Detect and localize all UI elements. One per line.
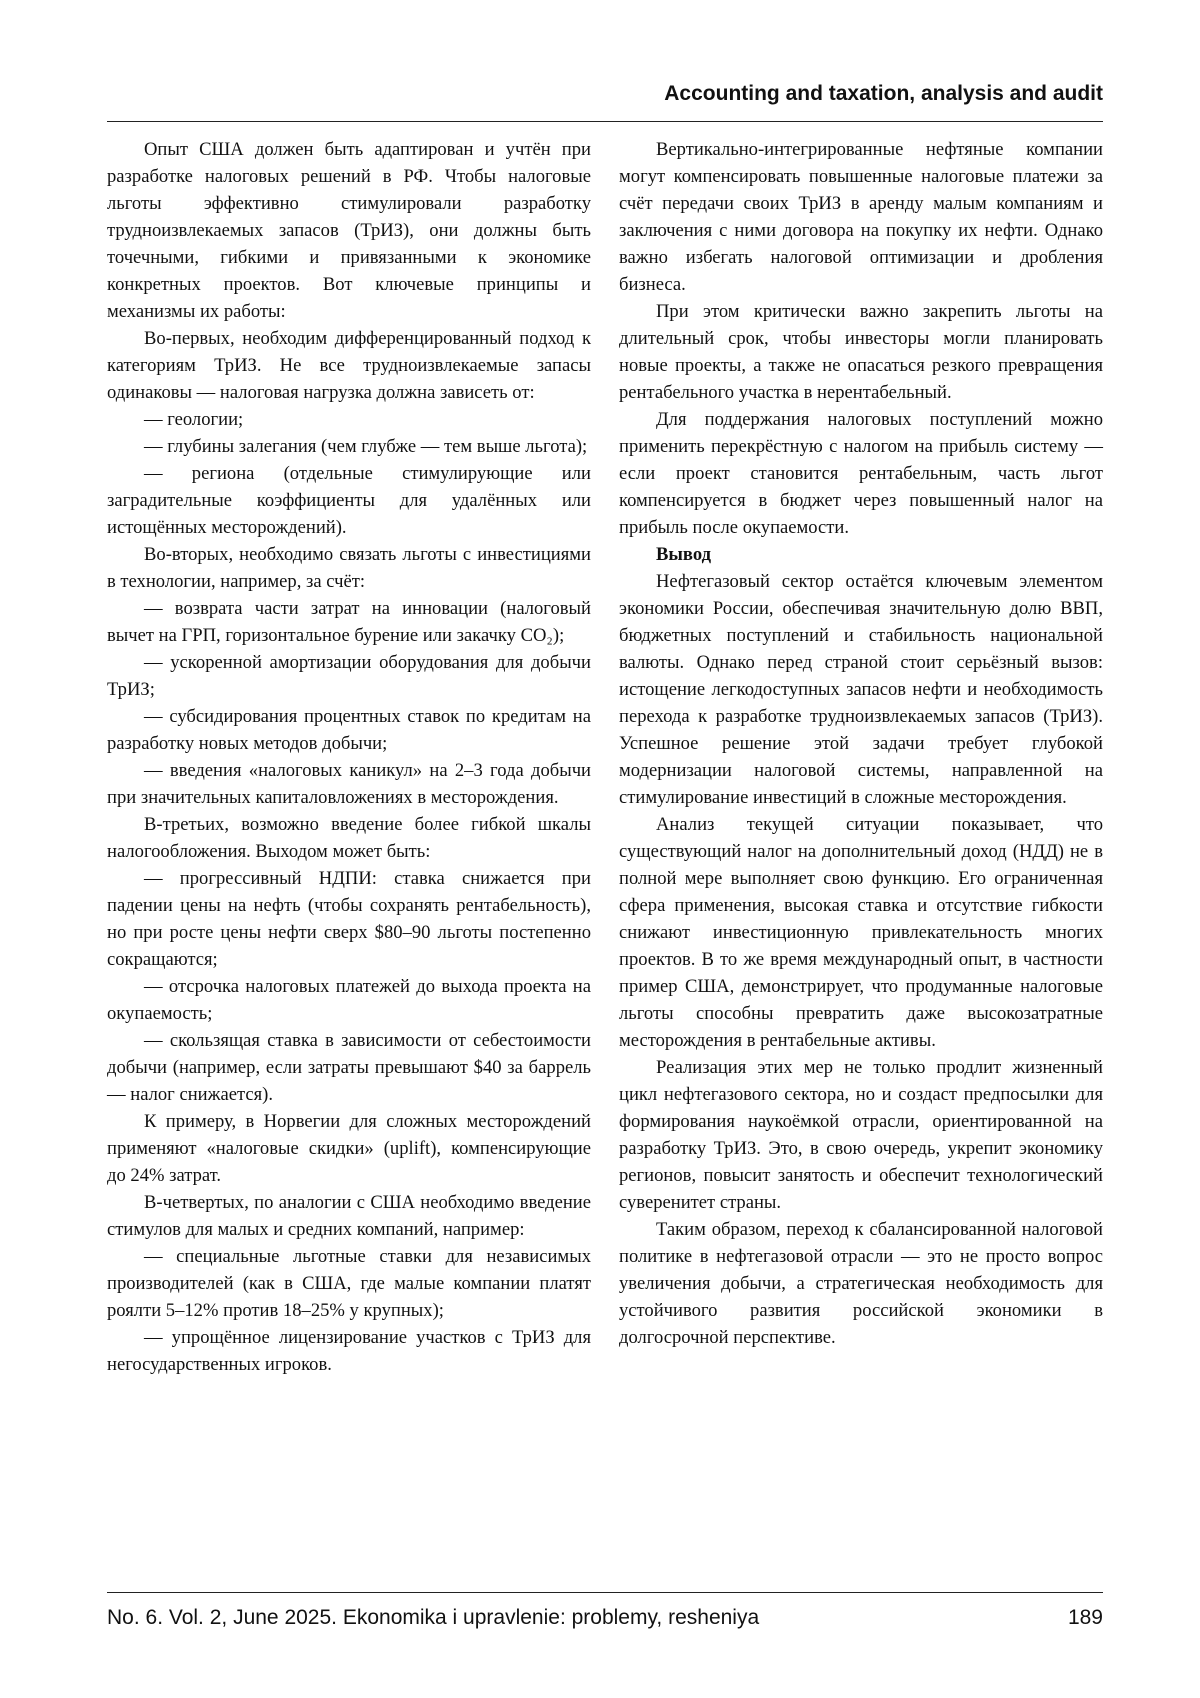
list-item: — специальные льготные ставки для независимых производителей (как в США, где малые компании платят роялти 5–12% против 18–25% у крупных); xyxy=(107,1246,591,1321)
list-item: — скользящая ставка в зависимости от себестоимости добычи (например, если затраты превышают $40 за баррель — налог снижается). xyxy=(107,1030,591,1105)
paragraph: Во-вторых, необходимо связать льготы с инвестициями в технологии, например, за счёт: xyxy=(107,544,591,592)
list-item: — прогрессивный НДПИ: ставка снижается при падении цены на нефть (чтобы сохранять рентабельность), но при росте цены нефти сверх $80–90 льготы постепенно сокращаются; xyxy=(107,868,591,970)
paragraph: Нефтегазовый сектор остаётся ключевым элементом экономики России, обеспечивая значительную долю ВВП, бюджетных поступлений и стабильность национальной валюты. Однако перед страной стоит серьёзный вызов: истощение легкодоступных запасов нефти и необходимость перехода к разработке трудноизвлекаемых запасов (ТрИЗ). Успешное решение этой задачи требует глубокой модернизации налоговой системы, направленной на стимулирование инвестиций в сложные месторождения. xyxy=(619,571,1103,808)
paragraph: Опыт США должен быть адаптирован и учтён при разработке налоговых решений в РФ. Чтобы налоговые льготы эффективно стимулировали разработку трудноизвлекаемых запасов (ТрИЗ), они должны быть точечными, гибкими и привязанными к экономике конкретных проектов. Вот ключевые принципы и механизмы их работы: xyxy=(107,139,591,322)
right-column xyxy=(619,136,1103,1351)
paragraph: Анализ текущей ситуации показывает, что существующий налог на дополнительный доход (НДД) не в полной мере выполняет свою функцию. Его ограниченная сфера применения, высокая ставка и отсутствие гибкости снижают инвестиционную привлекательность многих проектов. В то же время международный опыт, в частности пример США, демонстрирует, что продуманные налоговые льготы способны превратить даже высокозатратные месторождения в рентабельные активы. xyxy=(619,814,1103,1051)
paragraph: В-четвертых, по аналогии с США необходимо введение стимулов для малых и средних компаний, например: xyxy=(107,1192,591,1240)
page-number: 189 xyxy=(1067,1606,1103,1629)
list-item: — субсидирования процентных ставок по кредитам на разработку новых методов добычи; xyxy=(107,706,591,754)
paragraph: Реализация этих мер не только продлит жизненный цикл нефтегазового сектора, но и создаст предпосылки для формирования наукоёмкой отрасли, ориентированной на разработку ТрИЗ. Это, в свою очередь, укрепит экономику регионов, повысит занятость и обеспечит технологический суверенитет страны. xyxy=(619,1057,1103,1213)
paragraph: Для поддержания налоговых поступлений можно применить перекрёстную с налогом на прибыль систему — если проект становится рентабельным, часть льгот компенсируется в бюджет через повышенный налог на прибыль после окупаемости. xyxy=(619,409,1103,538)
paragraph: В-третьих, возможно введение более гибкой шкалы налогообложения. Выходом может быть: xyxy=(107,814,591,862)
footer-rule xyxy=(107,1592,1103,1593)
list-item: — ускоренной амортизации оборудования для добычи ТрИЗ; xyxy=(107,652,591,700)
list-item: — возврата части затрат на инновации (налоговый вычет на ГРП, горизонтальное бурение или закачку CO₂); xyxy=(107,598,591,646)
paragraph: При этом критически важно закрепить льготы на длительный срок, чтобы инвесторы могли планировать новые проекты, а также не опасаться резкого превращения рентабельного участка в нерентабельный. xyxy=(619,301,1103,403)
paragraph: Вертикально-интегрированные нефтяные компании могут компенсировать повышенные налоговые платежи за счёт передачи своих ТрИЗ в аренду малым компаниям и заключения с ними договора на покупку их нефти. Однако важно избегать налоговой оптимизации и дробления бизнеса. xyxy=(619,139,1103,295)
list-item: — глубины залегания (чем глубже — тем выше льгота); xyxy=(144,436,588,457)
left-column xyxy=(107,136,591,1378)
paragraph: Во-первых, необходим дифференцированный подход к категориям ТрИЗ. Не все трудноизвлекаемые запасы одинаковы — налоговая нагрузка должна зависеть от: xyxy=(107,328,591,403)
list-item: — региона (отдельные стимулирующие или заградительные коэффициенты для удалённых или истощённых месторождений). xyxy=(107,463,591,538)
list-item: — упрощённое лицензирование участков с ТрИЗ для негосударственных игроков. xyxy=(107,1327,591,1375)
paragraph: К примеру, в Норвегии для сложных месторождений применяют «налоговые скидки» (uplift), компенсирующие до 24% затрат. xyxy=(107,1111,591,1186)
paragraph: Таким образом, переход к сбалансированной налоговой политике в нефтегазовой отрасли — это не просто вопрос увеличения добычи, а стратегическая необходимость для устойчивого развития российской экономики в долгосрочной перспективе. xyxy=(619,1219,1103,1348)
list-item: — введения «налоговых каникул» на 2–3 года добычи при значительных капиталовложениях в месторождения. xyxy=(107,760,591,808)
list-item: — геологии; xyxy=(144,409,244,430)
running-header: Accounting and taxation, analysis and audit xyxy=(664,82,1103,105)
header-rule xyxy=(107,121,1103,122)
journal-citation: No. 6. Vol. 2, June 2025. Ekonomika i upravlenie: problemy, resheniya xyxy=(107,1606,760,1629)
running-footer xyxy=(107,1606,1103,1630)
list-item: — отсрочка налоговых платежей до выхода проекта на окупаемость; xyxy=(107,976,591,1024)
section-heading: Вывод xyxy=(656,544,712,565)
